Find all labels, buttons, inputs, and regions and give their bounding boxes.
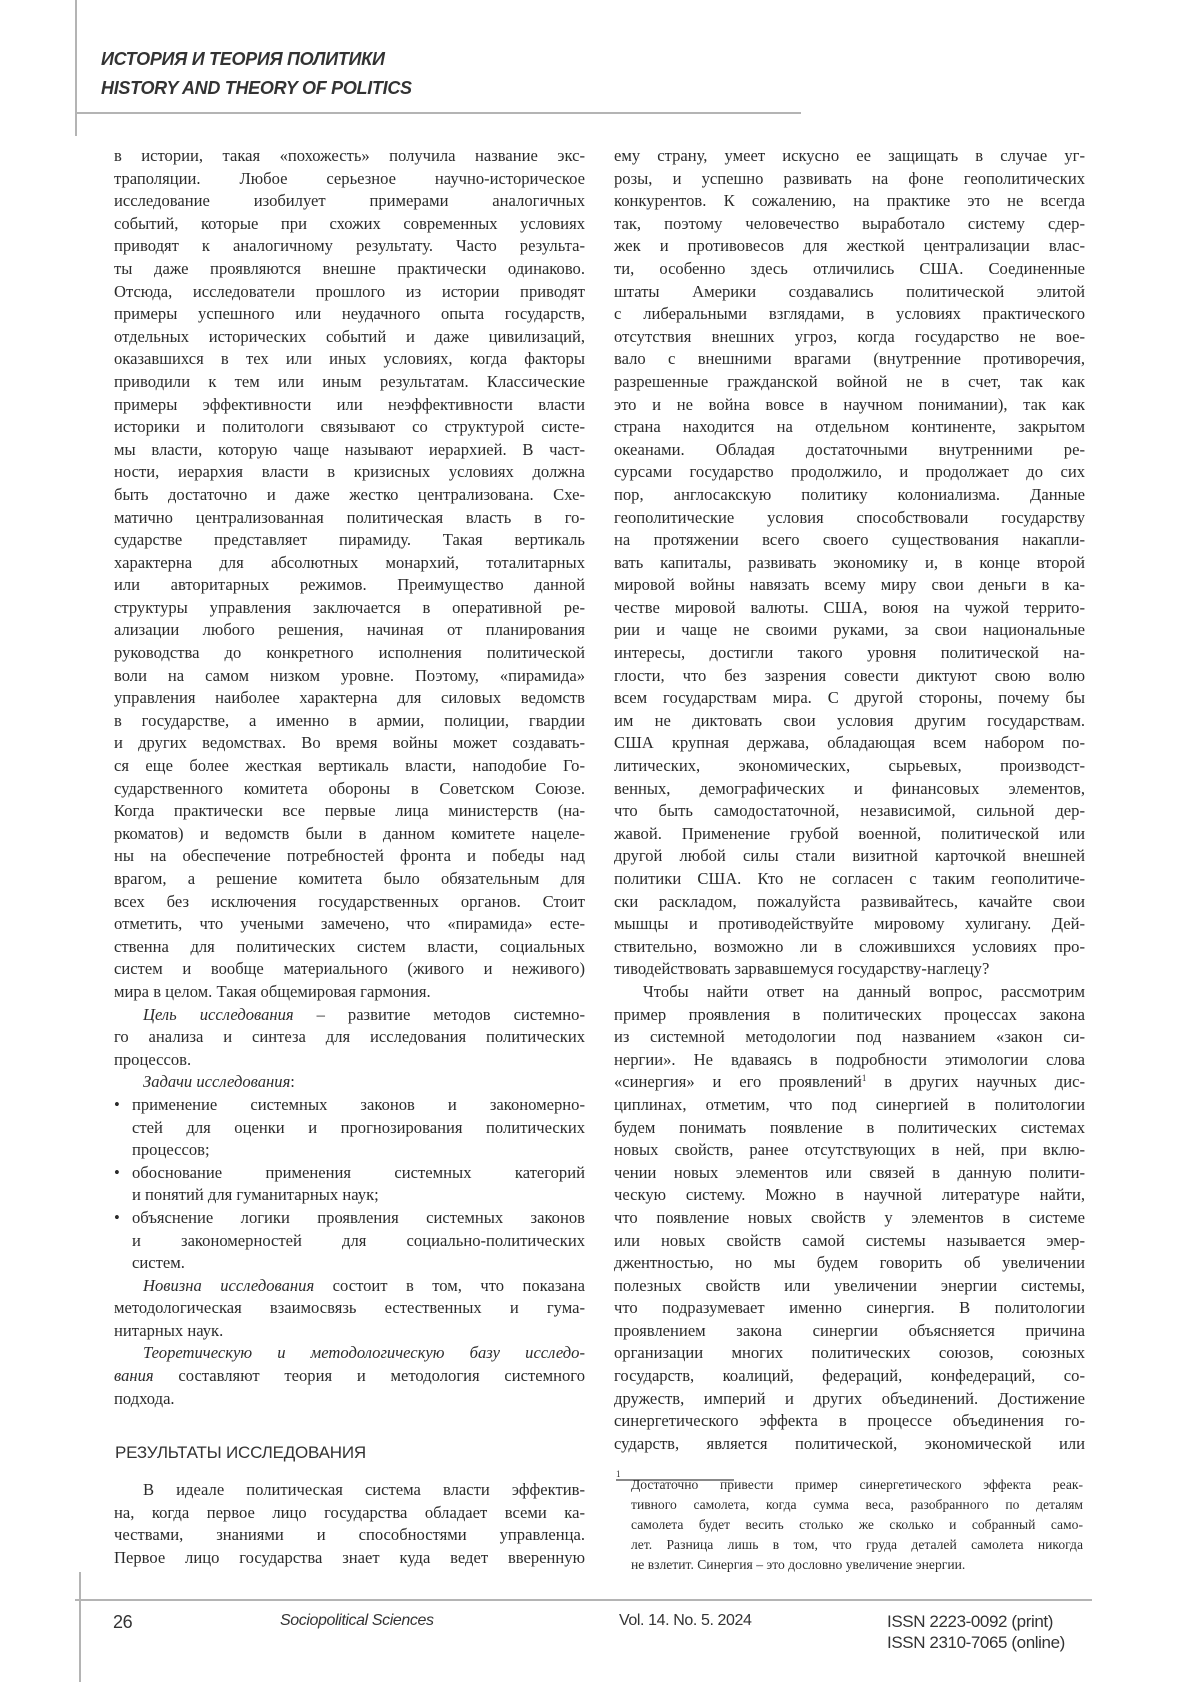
left-column — [114, 145, 585, 1410]
text-line: нитарных наук. — [114, 1320, 585, 1343]
text-line: го анализа и синтеза для исследования политических — [114, 1026, 585, 1049]
text-line: синергетического эффекта в процессе объединения го- — [614, 1410, 1085, 1433]
text-span: «синергия» и его проявлений — [614, 1072, 862, 1091]
text-line: ты даже проявляются внешне практически одинаково. — [114, 258, 585, 281]
text-line: Чтобы найти ответ на данный вопрос, рассмотрим — [614, 981, 1085, 1004]
text-line: отдельных исторических событий и даже цивилизаций, — [114, 326, 585, 349]
text-line — [614, 1071, 1085, 1094]
text-line: нергии». Не вдаваясь в подробности этимологии слова — [614, 1049, 1085, 1072]
text-line: рии и чаще не своими руками, за свои национальные — [614, 619, 1085, 642]
text-line: полезных свойств или увеличении энергии системы, — [614, 1275, 1085, 1298]
text-line: интересы, достигли такого уровня политической на- — [614, 642, 1085, 665]
text-line: так, поэтому человечество выработало систему сдер- — [614, 213, 1085, 236]
text-line: сударстве представляет пирамиду. Такая вертикаль — [114, 529, 585, 552]
italic-text: Теоретическую и методологическую базу исследо- — [143, 1343, 585, 1362]
text-line: характерна для абсолютных монархий, тоталитарных — [114, 552, 585, 575]
text-line: • применение системных законов и закономерно- — [114, 1094, 585, 1117]
text-line: ны на обеспечение потребностей фронта и победы над — [114, 845, 585, 868]
text-line: ности, иерархия власти в кризисных условиях должна — [114, 461, 585, 484]
footnote — [631, 1475, 1083, 1575]
text-line: пор, англосакскую политику колониализма. Данные — [614, 484, 1085, 507]
text-line: литических, экономических, сырьевых, производст- — [614, 755, 1085, 778]
text-line: конкурентов. К сожалению, на практике это не всегда — [614, 190, 1085, 213]
text-line: всем государствам мира. С другой стороны, почему бы — [614, 687, 1085, 710]
text-line: систем. — [114, 1252, 585, 1275]
text-line: самолета будет весить столько же сколько и собранный само- — [631, 1515, 1083, 1535]
text-line: это и не война вовсе в научном понимании), так как — [614, 394, 1085, 417]
issn-online: ISSN 2310-7065 (online) — [887, 1633, 1065, 1653]
text-line: сударственного комитета обороны в Советском Союзе. — [114, 778, 585, 801]
text-line: Отсюда, исследователи прошлого из истории приводят — [114, 281, 585, 304]
text-line: в государстве, а именно в армии, полиции, гвардии — [114, 710, 585, 733]
text-span: : — [290, 1072, 295, 1091]
text-line: что появление новых свойств у элементов в системе — [614, 1207, 1085, 1230]
italic-text: Задачи исследования — [143, 1072, 290, 1091]
text-line: ему страну, умеет искусно ее защищать в случае уг- — [614, 145, 1085, 168]
text-line: розы, и успешно развивать на фоне геополитических — [614, 168, 1085, 191]
text-line: на, когда первое лицо государства обладает всеми ка- — [114, 1502, 585, 1525]
text-line: примеры эффективности или неэффективности власти — [114, 394, 585, 417]
text-line: траполяции. Любое серьезное научно-историческое — [114, 168, 585, 191]
text-line: тивного самолета, когда сумма веса, разобранного по деталям — [631, 1495, 1083, 1515]
text-line — [114, 1071, 585, 1094]
italic-text: Новизна исследования — [143, 1276, 314, 1295]
footer-rule-horizontal — [75, 1599, 1092, 1601]
text-line: подхода. — [114, 1388, 585, 1411]
italic-text: вания — [114, 1366, 154, 1385]
text-line: и других ведомствах. Во время войны может создавать- — [114, 732, 585, 755]
text-line: ски раскладом, пожалуйста развивайтесь, качайте свои — [614, 891, 1085, 914]
text-line: жавой. Применение грубой военной, политической или — [614, 823, 1085, 846]
section-heading: РЕЗУЛЬТАТЫ ИССЛЕДОВАНИЯ — [115, 1443, 366, 1463]
text-line: примеры успешного или неудачного опыта государств, — [114, 303, 585, 326]
text-line: пример проявления в политических процессах закона — [614, 1004, 1085, 1027]
text-line: сурсами государство продолжило, и продолжает до сих — [614, 461, 1085, 484]
text-span: составляют теория и методология системного — [154, 1366, 585, 1385]
text-line: в истории, такая «похожесть» получила название экс- — [114, 145, 585, 168]
text-line: США крупная держава, обладающая всем набором по- — [614, 732, 1085, 755]
text-line: государств, коалиций, федераций, конфедераций, со- — [614, 1365, 1085, 1388]
text-line: геополитические условия способствовали государству — [614, 507, 1085, 530]
text-line: что подразумевает именно синергия. В политологии — [614, 1297, 1085, 1320]
text-line: оказавшихся в тех или иных условиях, когда факторы — [114, 348, 585, 371]
text-line: венных, демографических и финансовых элементов, — [614, 778, 1085, 801]
text-line: чении новых элементов или связей в данную полити- — [614, 1162, 1085, 1185]
text-line: Первое лицо государства знает куда ведет вверенную — [114, 1547, 585, 1570]
volume-info: Vol. 14. No. 5. 2024 — [619, 1612, 752, 1630]
text-line: глости, что без зазрения совести диктуют свою волю — [614, 665, 1085, 688]
text-line: проявлением закона синергии объясняется причина — [614, 1320, 1085, 1343]
text-line: на протяжении всего своего существования накапли- — [614, 529, 1085, 552]
text-line: методологическая взаимосвязь естественных и гума- — [114, 1297, 585, 1320]
text-span: состоит в том, что показана — [314, 1276, 585, 1295]
issn-print: ISSN 2223-0092 (print) — [887, 1612, 1053, 1632]
header-rule-horizontal — [75, 112, 801, 114]
text-line: организации многих политических союзов, союзных — [614, 1342, 1085, 1365]
text-line — [114, 1342, 585, 1365]
results-paragraph — [114, 1479, 585, 1569]
text-line — [114, 1275, 585, 1298]
text-line: структуры управления заключается в оперативной ре- — [114, 597, 585, 620]
text-line: вало с внешними врагами (внутренние противоречия, — [614, 348, 1085, 371]
text-line: Когда практически все первые лица министерств (на- — [114, 800, 585, 823]
text-line: • обоснование применения системных категорий — [114, 1162, 585, 1185]
footer-rule-vertical — [79, 1572, 81, 1682]
text-line: мышцы и противодействуйте мировому хулигану. Дей- — [614, 913, 1085, 936]
text-line: честве мировой валюты. США, воюя на чужой террито- — [614, 597, 1085, 620]
running-head-ru: ИСТОРИЯ И ТЕОРИЯ ПОЛИТИКИ — [101, 49, 385, 70]
text-line: океанами. Обладая достаточными внутренними ре- — [614, 439, 1085, 462]
text-span: – развитие методов системно- — [294, 1005, 585, 1024]
text-line: стей для оценки и прогнозирования политических — [114, 1117, 585, 1140]
text-line: систем и вообще материального (живого и неживого) — [114, 958, 585, 981]
text-line: сударств, является политической, экономической или — [614, 1433, 1085, 1456]
text-line: отсутствия внешних угроз, когда государство не вое- — [614, 326, 1085, 349]
text-line: чествами, знаниями и способностями управленца. — [114, 1524, 585, 1547]
text-line: исследование изобилует примерами аналогичных — [114, 190, 585, 213]
text-line: циплинах, отметим, что под синергией в политологии — [614, 1094, 1085, 1117]
text-line: управления наиболее характерна для силовых ведомств — [114, 687, 585, 710]
journal-name: Sociopolitical Sciences — [280, 1612, 434, 1630]
right-column — [614, 145, 1085, 1455]
text-line: матично централизованная политическая власть в го- — [114, 507, 585, 530]
text-line: ся еще более жесткая вертикаль власти, наподобие Го- — [114, 755, 585, 778]
text-line: историки и политологи связывают со структурой систе- — [114, 416, 585, 439]
text-line: или новых свойств самой системы называется эмер- — [614, 1230, 1085, 1253]
page-number: 26 — [113, 1612, 132, 1633]
text-line: врагом, а решение комитета было обязательным для — [114, 868, 585, 891]
text-line: тиводействовать зарвавшемуся государству-наглецу? — [614, 958, 1085, 981]
text-line: и закономерностей для социально-политических — [114, 1230, 585, 1253]
running-head-en: HISTORY AND THEORY OF POLITICS — [101, 78, 412, 99]
footnote-ref: 1 — [862, 1073, 867, 1083]
text-line: с либеральными взглядами, в условиях практического — [614, 303, 1085, 326]
text-line: ализации любого решения, начиная от планирования — [114, 619, 585, 642]
text-line: воли на самом низком уровне. Поэтому, «пирамида» — [114, 665, 585, 688]
text-span: в других научных дис- — [866, 1072, 1085, 1091]
text-line: страна находится на отдельном континенте, закрытом — [614, 416, 1085, 439]
header-rule-vertical — [75, 0, 77, 136]
text-line: и понятий для гуманитарных наук; — [114, 1184, 585, 1207]
text-line: ти, особенно здесь отличились США. Соединенные — [614, 258, 1085, 281]
text-line: В идеале политическая система власти эффектив- — [114, 1479, 585, 1502]
text-line: или авторитарных режимов. Преимущество данной — [114, 574, 585, 597]
text-line — [114, 1004, 585, 1027]
text-line: мировой войны навязать всему миру свои деньги в ка- — [614, 574, 1085, 597]
text-line: разрешенные гражданской войной не в счет, так как — [614, 371, 1085, 394]
text-line: • объяснение логики проявления системных законов — [114, 1207, 585, 1230]
text-line: дружеств, империй и других объединений. Достижение — [614, 1388, 1085, 1411]
text-line: новых свойств, ранее отсутствующих в ней, при вклю- — [614, 1139, 1085, 1162]
text-line — [114, 1365, 585, 1388]
text-line: не взлетит. Синергия – это дословно увеличение энергии. — [631, 1555, 1083, 1575]
text-line: быть достаточно и даже жестко централизована. Схе- — [114, 484, 585, 507]
text-line: отметить, что учеными замечено, что «пирамида» есте- — [114, 913, 585, 936]
text-line: мира в целом. Такая общемировая гармония. — [114, 981, 585, 1004]
text-line: политики США. Кто не согласен с таким геополитиче- — [614, 868, 1085, 891]
text-line: процессов; — [114, 1139, 585, 1162]
italic-text: Цель исследования — [143, 1005, 294, 1024]
text-line: что быть самодостаточной, независимой, сильной дер- — [614, 800, 1085, 823]
text-line: вать капиталы, развивать экономику и, в конце второй — [614, 552, 1085, 575]
text-line: им не диктовать свои условия другим государствам. — [614, 710, 1085, 733]
text-line: всех без исключения государственных органов. Стоит — [114, 891, 585, 914]
text-line: Достаточно привести пример синергетического эффекта реак- — [631, 1475, 1083, 1495]
text-line: процессов. — [114, 1049, 585, 1072]
text-line: другой любой силы стали визитной карточкой внешней — [614, 845, 1085, 868]
text-line: ствительно, возможно ли в сложившихся условиях про- — [614, 936, 1085, 959]
text-line: приводили к тем или иным результатам. Классические — [114, 371, 585, 394]
text-line: мы власти, которую чаще называют иерархией. В част- — [114, 439, 585, 462]
text-line: жек и противовесов для жесткой централизации влас- — [614, 235, 1085, 258]
text-line: лет. Разница лишь в том, что груда деталей самолета никогда — [631, 1535, 1083, 1555]
text-line: джентностью, но мы будем говорить об увеличении — [614, 1252, 1085, 1275]
text-line: ческую систему. Можно в научной литературе найти, — [614, 1184, 1085, 1207]
text-line: из системной методологии под названием «закон си- — [614, 1026, 1085, 1049]
text-line: ркоматов) и ведомств были в данном комитете нацеле- — [114, 823, 585, 846]
text-line: штаты Америки создавались политической элитой — [614, 281, 1085, 304]
text-line: приводят к аналогичному результату. Часто результа- — [114, 235, 585, 258]
text-line: событий, которые при схожих современных условиях — [114, 213, 585, 236]
text-line: руководства до конкретного исполнения политической — [114, 642, 585, 665]
text-line: будем понимать появление в политических системах — [614, 1117, 1085, 1140]
text-line: ственна для политических систем власти, социальных — [114, 936, 585, 959]
